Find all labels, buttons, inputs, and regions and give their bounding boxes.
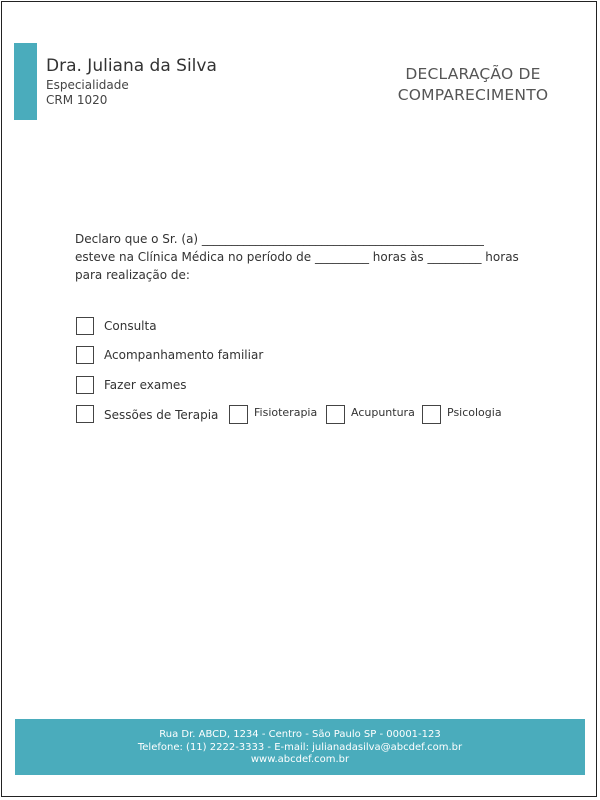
document-title: [384, 64, 562, 106]
checkbox-exames[interactable]: [76, 376, 94, 394]
statement-line3: para realização de:: [75, 268, 190, 282]
option-label-exames: Fazer exames: [104, 378, 187, 392]
statement-line2: esteve na Clínica Médica no período de _________ horas às _________ horas: [75, 250, 519, 264]
option-label-fisioterapia: Fisioterapia: [254, 406, 318, 419]
checkbox-acompanhamento[interactable]: [76, 346, 94, 364]
document-title-line1: DECLARAÇÃO DE: [405, 65, 541, 83]
option-label-acupuntura: Acupuntura: [351, 406, 415, 419]
checkbox-acupuntura[interactable]: [326, 405, 345, 424]
footer-website: www.abcdef.com.br: [250, 754, 350, 765]
specialty: Especialidade: [46, 78, 129, 92]
footer-address: Rua Dr. ABCD, 1234 - Centro - São Paulo SP - 00001-123: [159, 729, 441, 740]
document-title-line2: COMPARECIMENTO: [397, 86, 549, 104]
doctor-name: Dra. Juliana da Silva: [46, 56, 217, 76]
option-label-terapia: Sessões de Terapia: [104, 408, 219, 422]
declaration-statement: [75, 230, 535, 284]
header-accent-bar: [14, 43, 37, 120]
option-label-psicologia: Psicologia: [447, 406, 502, 419]
checkbox-fisioterapia[interactable]: [229, 405, 248, 424]
checkbox-consulta[interactable]: [76, 317, 94, 335]
statement-line1: Declaro que o Sr. (a) _______________________________________________: [75, 232, 484, 246]
checkbox-psicologia[interactable]: [422, 405, 441, 424]
crm-number: CRM 1020: [46, 93, 108, 107]
option-label-consulta: Consulta: [104, 319, 157, 333]
document-page: [1, 1, 597, 797]
footer-bar: [15, 719, 585, 775]
checkbox-terapia[interactable]: [76, 405, 94, 423]
option-label-acompanhamento: Acompanhamento familiar: [104, 348, 264, 362]
footer-contact: Telefone: (11) 2222-3333 - E-mail: julianadasilva@abcdef.com.br: [137, 741, 463, 753]
